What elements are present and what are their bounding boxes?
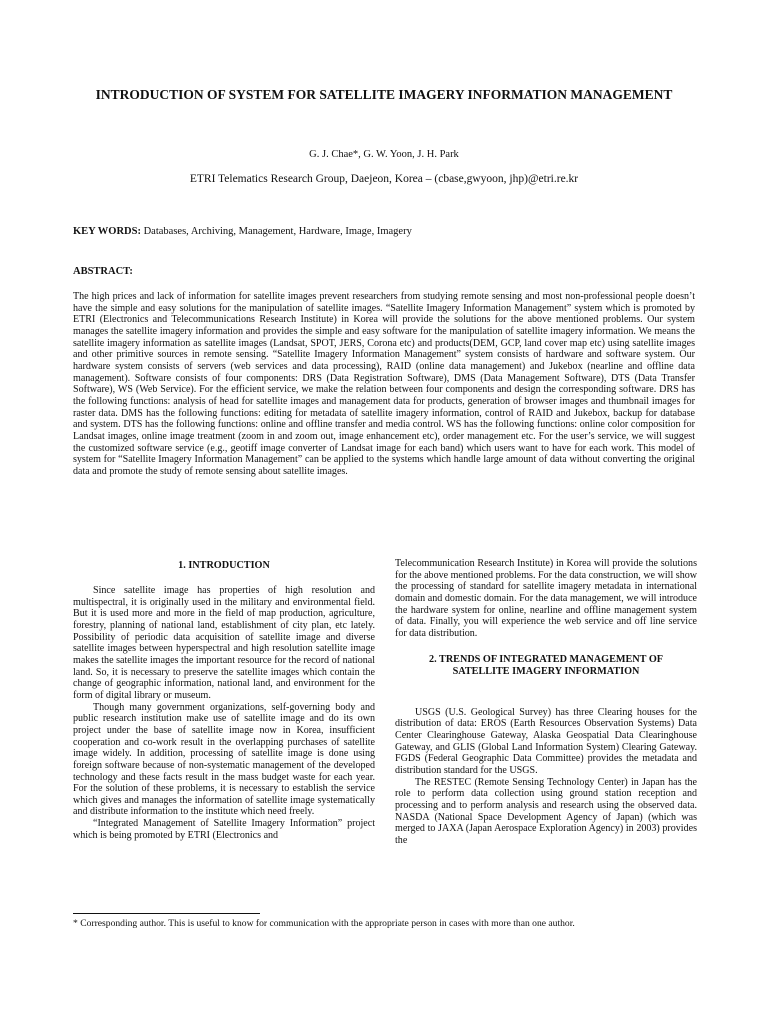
section-2-heading xyxy=(395,654,697,678)
section-2-heading-line-1: 2. TRENDS OF INTEGRATED MANAGEMENT OF xyxy=(429,653,663,665)
footnote-divider xyxy=(73,913,260,914)
keywords-text: Databases, Archiving, Management, Hardware, Image, Imagery xyxy=(143,226,412,237)
section-1-paragraph-3: “Integrated Management of Satellite Imagery Information” project which is being promoted by ETRI (Electronics and xyxy=(73,818,375,841)
section-1-heading: 1. INTRODUCTION xyxy=(178,560,270,571)
section-1-paragraph-2: Though many government organizations, self-governing body and public research institution make use of satellite image and do its own project under the base of satellite image now in Korea, insufficient cooperation and co-work result in the overlapping purchases of satellite image widely. In addition, processing of satellite image is done using foreign software because of non-systematic management of the developed technology and these facts result in the mass budget waste for each year. For the solution of these problems, it is necessary to establish the service which gives and manages the information of satellite image systematically and distribute information to the institute which need freely. xyxy=(73,701,375,818)
section-2-paragraph-1: USGS (U.S. Geological Survey) has three Clearing houses for the distribution of data: EROS (Earth Resources Observation Systems) Data Center Clearinghouse Gateway, Alaska Geospatial Data Clearinghouse Gateway, and GLIS (Global Land Information System) Clearing Gateway. FGDS (Federal Geographic Data Committee) provides the metadata and distribution standard for the USGS. xyxy=(395,706,697,776)
left-column xyxy=(73,560,375,841)
right-column xyxy=(395,558,697,846)
right-column-paragraph-1: Telecommunication Research Institute) in Korea will provide the solutions for the above mentioned problems. For the data construction, we will show the processing of standard for satellite imagery metadata in international domain and domestic domain. For the data management, we will introduce the hardware system for online, nearline and offline management system of data. Finally, you will experience the web service and off line service for data distribution. xyxy=(395,558,697,639)
section-2-heading-line-2: SATELLITE IMAGERY INFORMATION xyxy=(452,665,640,677)
section-1-paragraph-1: Since satellite image has properties of high resolution and multispectral, it is originally used in the military and environmental field. But it is used more and more in the field of map production, agriculture, forestry, planning of national land, establishment of city plan, etc lately. Possibility of periodic data acquisition of satellite image and diverse satellite images between hyperspectral and high resolution satellite image makes the satellite images the important resource for the record of national land. So, it is necessary to preserve the satellite images which contain the change of geographic information, national land, and environment for the form of digital library or museum. xyxy=(73,585,375,701)
paper-title: INTRODUCTION OF SYSTEM FOR SATELLITE IMAGERY INFORMATION MANAGEMENT xyxy=(95,87,673,102)
abstract-heading: ABSTRACT: xyxy=(73,266,133,277)
abstract-text: The high prices and lack of information for satellite images prevent researchers from studying remote sensing and most non-professional people doesn’t have the simple and easy solutions for the manipulation of satellite images. “Satellite Imagery Information Management” system which is promoted by ETRI (Electronics and Telecommunications Research Institute) in Korea will provide the solutions for the above mentioned problems. Our system manages the satellite imagery information and provides the simple and easy software for the manipulation of satellite imagery information. We means the satellite imagery information as satellite images (Landsat, SPOT, JERS, Corona etc) and products(DEM, GCP, land cover map etc) using satellite images and other primitive sources in remote sensing. “Satellite Imagery Information Management” system consists of hardware and software system. Our hardware system consists of servers (web services and data processing), RAID (online data management) and Jukebox (nearline and offline data management). Software consists of four components: DRS (Data Registration Software), DMS (Data Management Software), DTS (Data Transfer Software), WS (Web Service). For the efficient service, we make the relation between four components and design the corresponding software. DRS has the following functions: analysis of head for satellite images and management data for products, generation of browser images and thumbnail images for raster data. DMS has the following functions: editing for metadata of satellite imagery information, control of RAID and Jukebox, backup for database and system. DTS has the following functions: online and offline transfer and media control. WS has the following functions: online color composition for Landsat images, online image treatment (zoom in and zoom out, image enhancement etc), order management etc. For the user’s service, we will suggest the customized software service (e.g., geotiff image converter of Landsat image for each band) which users want to have for each work. This model of system for “Satellite Imagery Information Management” can be applied to the systems which handle large amount of data without converting the original data and promote the study of remote sensing about satellite images. xyxy=(73,291,695,477)
author-list: G. J. Chae*, G. W. Yoon, J. H. Park xyxy=(309,149,459,160)
footnote: * Corresponding author. This is useful to know for communication with the appropriate person in cases with more than one author. xyxy=(73,918,575,929)
section-2-paragraph-2: The RESTEC (Remote Sensing Technology Center) in Japan has the role to perform data collection using ground station reception and processing and to perform analysis and research using the observed data. NASDA (National Space Development Agency of Japan) (which was merged to JAXA (Japan Aerospace Exploration Agency) in 2003) provides the xyxy=(395,776,697,846)
keywords-label: KEY WORDS: xyxy=(73,226,141,237)
affiliation: ETRI Telematics Research Group, Daejeon, Korea – (cbase,gwyoon, jhp)@etri.re.kr xyxy=(189,173,579,185)
keywords-line xyxy=(73,225,695,238)
